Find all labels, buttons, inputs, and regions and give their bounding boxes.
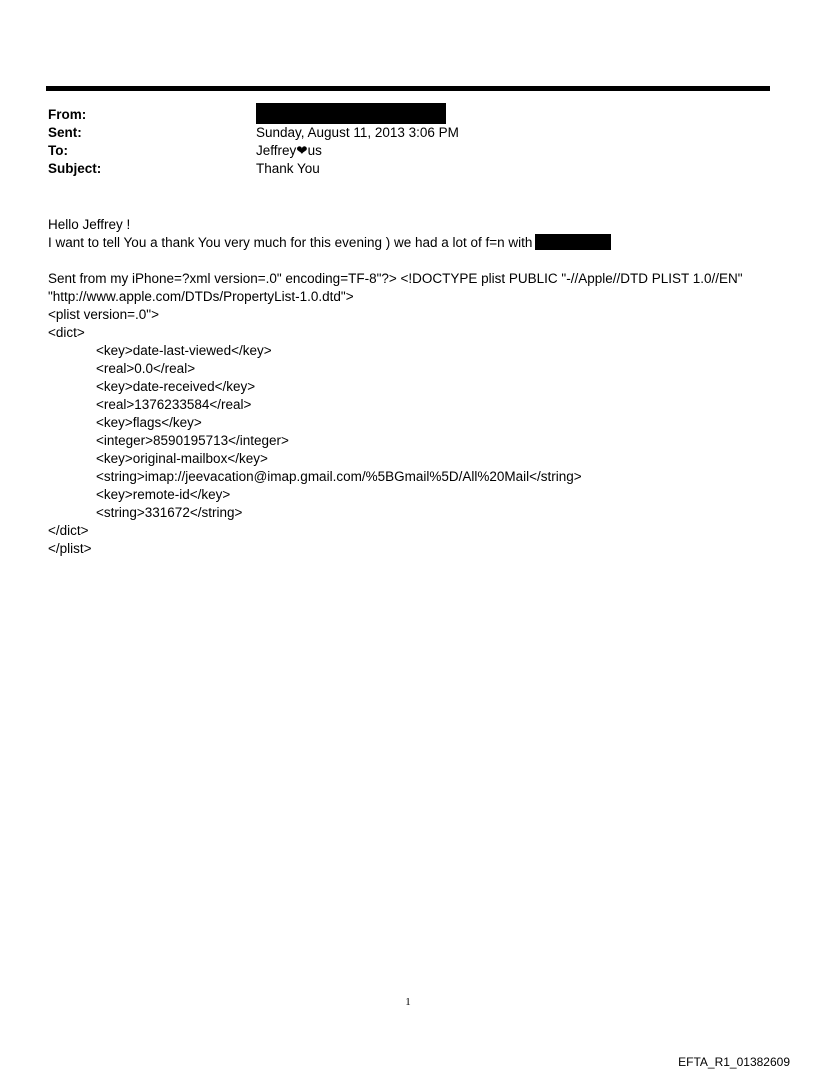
- dict-line: <real>1376233584</real>: [96, 397, 252, 412]
- redacted-name: [535, 234, 611, 250]
- sent-row: [48, 124, 768, 142]
- email-header: [48, 106, 768, 178]
- dict-line: <key>original-mailbox</key>: [96, 451, 268, 466]
- to-name-prefix: Jeffrey: [256, 143, 297, 158]
- dict-line: <key>date-last-viewed</key>: [96, 343, 272, 358]
- to-value: [256, 142, 322, 160]
- signature-line: Sent from my iPhone=?xml version=.0" encoding=TF-8"?> <!DOCTYPE plist PUBLIC "-//Apple//DTD PLIST 1.0//EN": [48, 271, 743, 286]
- dict-line: <string>imap://jeevacation@imap.gmail.com/%5BGmail%5D/All%20Mail</string>: [96, 469, 582, 484]
- dict-line: <key>flags</key>: [96, 415, 202, 430]
- document-id: EFTA_R1_01382609: [678, 1055, 790, 1069]
- sent-label: Sent:: [48, 125, 82, 140]
- dict-close-line: </dict>: [48, 523, 89, 538]
- message-text: I want to tell You a thank You very much for this evening ) we had a lot of f=n with: [48, 235, 533, 250]
- to-name-suffix: us: [307, 143, 322, 158]
- plist-open-line: <plist version=.0">: [48, 307, 159, 322]
- dict-line: <key>remote-id</key>: [96, 487, 231, 502]
- dict-line: <key>date-received</key>: [96, 379, 256, 394]
- subject-value: Thank You: [256, 161, 320, 176]
- message-line: [48, 234, 768, 252]
- spacer: [48, 252, 768, 270]
- subject-row: [48, 160, 768, 178]
- dtd-line: "http://www.apple.com/DTDs/PropertyList-1.0.dtd">: [48, 289, 354, 304]
- subject-label: Subject:: [48, 161, 102, 176]
- redacted-from-value: [256, 103, 446, 124]
- from-label: From:: [48, 107, 87, 122]
- sent-value: Sunday, August 11, 2013 3:06 PM: [256, 125, 459, 140]
- dict-line: <integer>8590195713</integer>: [96, 433, 289, 448]
- page-number: 1: [405, 996, 411, 1008]
- to-label: To:: [48, 143, 68, 158]
- heart-icon: ❤: [296, 143, 308, 158]
- greeting-line: Hello Jeffrey !: [48, 217, 131, 232]
- to-row: [48, 142, 768, 160]
- plist-close-line: </plist>: [48, 541, 92, 556]
- header-rule: [46, 86, 770, 91]
- from-row: [48, 106, 768, 124]
- dict-open-line: <dict>: [48, 325, 85, 340]
- dict-line: <real>0.0</real>: [96, 361, 196, 376]
- dict-line: <string>331672</string>: [96, 505, 243, 520]
- email-body: [48, 216, 768, 558]
